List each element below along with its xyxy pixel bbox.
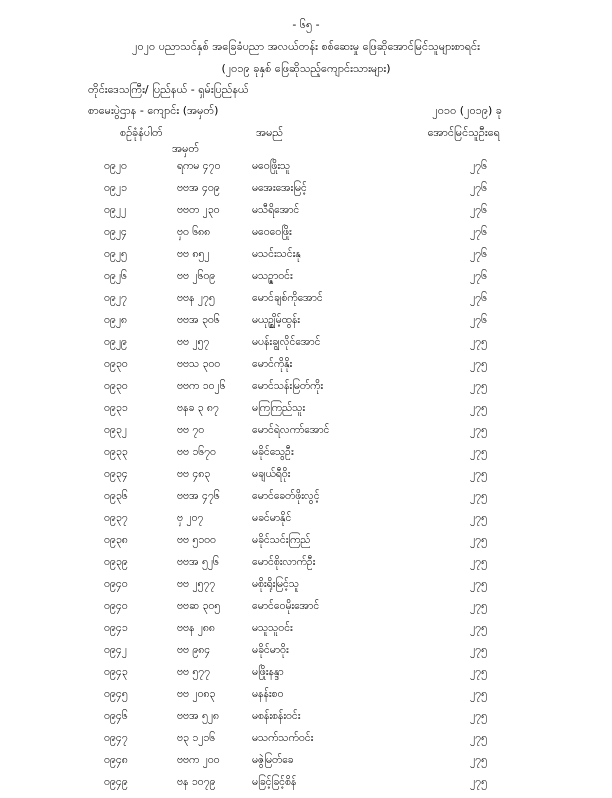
row-number: ၀၉၄၀ [104,600,128,612]
row-number: ၀၉၂၈ [104,314,127,326]
student-name: မောင်ခေတ်ဖိုးလွင့် [252,490,320,502]
student-name: မခိုင်သွေဦး [252,446,294,458]
count-value: ၂၇၆ [470,314,487,326]
student-name: မစိုးရိုးမြင့်သူ [252,578,300,590]
student-name: မသီရိအောင် [252,204,300,216]
roll-number: ဗဗအ ၃၀၆ [177,314,220,326]
student-name: မသက်သက်ဝင်း [252,732,314,744]
student-name: မသူသူဝင်း [252,622,293,634]
count-value: ၂၇၅ [470,622,487,634]
row-number: ၀၉၃၃ [104,446,128,458]
count-value: ၂၇၆ [470,270,487,282]
exam-center-line: စာမေးပွဲဌာန - ကျောင်း (အမှတ်) [88,104,219,117]
row-number: ၀၉၃၉ [104,556,128,568]
roll-number: ဗဗ ၄၈၃ [177,468,211,480]
row-number: ၀၉၂၉ [104,336,127,348]
roll-number: ဗဗသ ၃၀၀ [177,358,221,370]
row-number: ၀၉၂၀ [104,160,127,172]
list-item [0,314,612,336]
roll-number: ဗဗ ၂၆၀၉ [177,270,216,282]
count-value: ၂၇၆ [470,182,487,194]
roll-number: ဗဗက ၁၀၂၆ [177,380,226,392]
list-item [0,182,612,204]
column-header-roll: ခုံနံပါတ် [132,126,163,139]
count-value: ၂၇၆ [470,226,487,238]
document-title: ၂၀၂၀ ပညာသင်နှစ် အခြေခံပညာ အလယ်တန်း စစ်ဆေးမှု ဖြေဆိုအောင်မြင်သူများစာရင်း [132,40,480,53]
count-value: ၂၇၅ [470,556,487,568]
roll-number: ဗဗန ၂၇၅ [177,292,215,304]
list-item [0,204,612,226]
roll-number: ဗဗ ၇၀ [177,424,205,436]
list-item [0,292,612,314]
list-item [0,534,612,556]
count-value: ၂၇၅ [470,446,487,458]
list-item [0,226,612,248]
list-item [0,732,612,754]
row-number: ၀၉၄၂ [104,644,127,656]
list-item [0,688,612,710]
student-name: မဖြိုးနန္ဒာ [252,666,284,678]
count-value: ၂၇၅ [470,644,487,656]
student-name: မခိုင်သင်းကြည် [252,534,311,546]
document-subtitle: (၂၀၁၉ ခုနှစ် ဖြေဆိုသည့်ကျောင်းသားများ) [221,62,391,75]
student-name: မကြကြည်သူး [252,402,306,414]
student-name: မချယ်ရီဝိုး [252,468,291,480]
roll-number: ဗဗ ၂၅၇ [177,336,210,348]
student-name: မဝေဖြိုးသူ [252,160,291,172]
row-number: ၀၉၃၂ [104,424,127,436]
row-number: ၀၉၃၆ [104,490,128,502]
list-item [0,754,612,776]
count-value: ၂၇၅ [470,688,487,700]
roll-number: ဗ၃ ၁၂၁၆ [177,732,216,744]
exam-date-line: ၂၀၁၀ (၂၀၁၉) ခု [432,104,502,117]
roll-number: ဗဗက ၂၀၀ [177,754,220,766]
row-number: ၀၉၄၅ [104,688,128,700]
roll-number: ဗဗဆ ၃၀၅ [177,600,221,612]
column-header-no: စဉ် [120,126,133,139]
count-value: ၂၇၅ [470,534,487,546]
list-item [0,600,612,622]
row-number: ၀၉၂၅ [104,248,127,260]
list-item [0,336,612,358]
list-item [0,270,612,292]
row-number: ၀၉၄၁ [104,622,128,634]
roll-number: ဗန ၁၀၇၉ [177,776,216,788]
count-value: ၂၇၅ [470,380,487,392]
list-item [0,248,612,270]
list-item [0,710,612,732]
row-number: ၀၉၃၄ [104,468,128,480]
list-item [0,556,612,578]
student-name: မအေးအေးမြင့် [252,182,307,194]
student-name: မခြင့်ခြင့်စိန် [252,776,297,788]
roll-number: ဗဗအ ၅၂၈ [177,710,220,722]
list-item [0,380,612,402]
page-number: - ၆၅ - [292,18,320,31]
student-name: မောင်ကိုနိုး [252,358,293,370]
list-item [0,424,612,446]
student-name: မောင်ရဲလကာ်အောင် [252,424,330,436]
count-value: ၂၇၅ [470,468,487,480]
count-value: ၂၇၅ [470,424,487,436]
list-item [0,468,612,490]
list-item [0,578,612,600]
student-name: မောင်ချစ်ကိုအောင် [252,292,323,304]
roll-number: ဗဗ ၅၁၀၀ [177,534,216,546]
list-item [0,402,612,424]
list-item [0,512,612,534]
roll-number: ဗှ၀ ၆၈၈ [177,226,211,238]
student-name: မနန်းစဝ [252,688,284,700]
count-value: ၂၇၅ [470,336,487,348]
roll-number: ဗဗ ၅၇၇ [177,666,211,678]
roll-number: ဗဗ ၉၈၄ [177,644,211,656]
count-value: ၂၇၅ [470,578,487,590]
count-value: ၂၇၅ [470,666,487,678]
roll-number: ဗှ ၂၀၇ [177,512,204,524]
count-value: ၂၇၅ [470,490,487,502]
roll-number: ဗဗ ၈၅၂ [177,248,210,260]
roll-number: ဗဗတ ၂၃၀ [177,204,220,216]
student-name: မသင်းသင်းနု [252,248,301,260]
student-name: မသဉ္ဇာဝင်း [252,270,293,282]
count-value: ၂၇၆ [470,292,487,304]
list-item [0,622,612,644]
row-number: ၀၉၄၉ [104,776,128,788]
list-item [0,776,612,798]
count-value: ၂၇၅ [470,732,487,744]
row-number: ၀၉၄၇ [104,732,128,744]
list-item [0,490,612,512]
row-number: ၀၉၂၁ [104,182,127,194]
count-value: ၂၇၅ [470,710,487,722]
count-value: ၂၇၅ [470,600,487,612]
list-item [0,446,612,468]
student-name: မပန်းချွလိုင်အောင် [252,336,321,348]
column-header-roll-number: အမှတ် [172,142,200,155]
row-number: ၀၉၃၇ [104,512,128,524]
student-name: မဇွဲမြတ်ခေ [252,754,294,766]
row-number: ၀၉၄၆ [104,710,128,722]
list-item [0,666,612,688]
student-name: မောင်သန်းမြတ်ကိုး [252,380,324,392]
row-number: ၀၉၂၂ [104,204,127,216]
roll-number: ဗဗန ၂၈၈ [177,622,215,634]
list-item [0,644,612,666]
list-item [0,160,612,182]
roll-number: ဗဗ ၂၅၇၇ [177,578,216,590]
roll-number: ဗဗ ၂၀၈၃ [177,688,216,700]
count-value: ၂၇၆ [470,204,487,216]
count-value: ၂၇၅ [470,776,487,788]
row-number: ၀၉၃၀ [104,358,128,370]
count-value: ၂၇၅ [470,754,487,766]
region-line: တိုင်းဒေသကြီး/ ပြည်နယ် - ရှမ်းပြည်နယ် [88,83,249,96]
student-name: မောင်စိုးလာက်ဦး [252,556,316,568]
count-value: ၂၇၆ [470,248,487,260]
row-number: ၀၉၂၄ [104,226,127,238]
student-name: မစန်းစန်းဝင်း [252,710,301,722]
list-item [0,358,612,380]
student-name: မဝေဝေဖြိုး [252,226,292,238]
student-name: မောင်ဝေမိုးအောင် [252,600,320,612]
column-header-pass-count: အောင်မြင်သူဦးရေ [427,126,500,139]
column-header-name: အမည် [256,126,284,139]
roll-number: ဗဗအ ၄၇၆ [177,490,220,502]
count-value: ၂၇၅ [470,512,487,524]
roll-number: ဗဗအ ၄၀၉ [177,182,220,194]
roll-number: ဗဗအ ၅၂၆ [177,556,219,568]
student-name: မခင်မာနိုင် [252,512,292,524]
count-value: ၂၇၆ [470,160,487,172]
roll-number: ဗနခ ၃ ၈၇ [177,402,219,414]
roll-number: ရကမ ၄၇၀ [177,160,221,172]
student-name: မယုဉ္ဈိမ့်ထွန်း [252,314,300,326]
row-number: ၀၉၃၁ [104,402,128,414]
row-number: ၀၉၂၇ [104,292,127,304]
count-value: ၂၇၅ [470,402,487,414]
row-number: ၀၉၂၆ [104,270,127,282]
count-value: ၂၇၅ [470,358,487,370]
student-name: မခိုင်မာဝိုး [252,644,289,656]
row-number: ၀၉၃၈ [104,534,128,546]
row-number: ၀၉၄၀ [104,578,128,590]
row-number: ၀၉၄၃ [104,666,128,678]
row-number: ၀၉၃၀ [104,380,128,392]
roll-number: ဗဗ ၁၆၇၀ [177,446,216,458]
row-number: ၀၉၄၈ [104,754,128,766]
